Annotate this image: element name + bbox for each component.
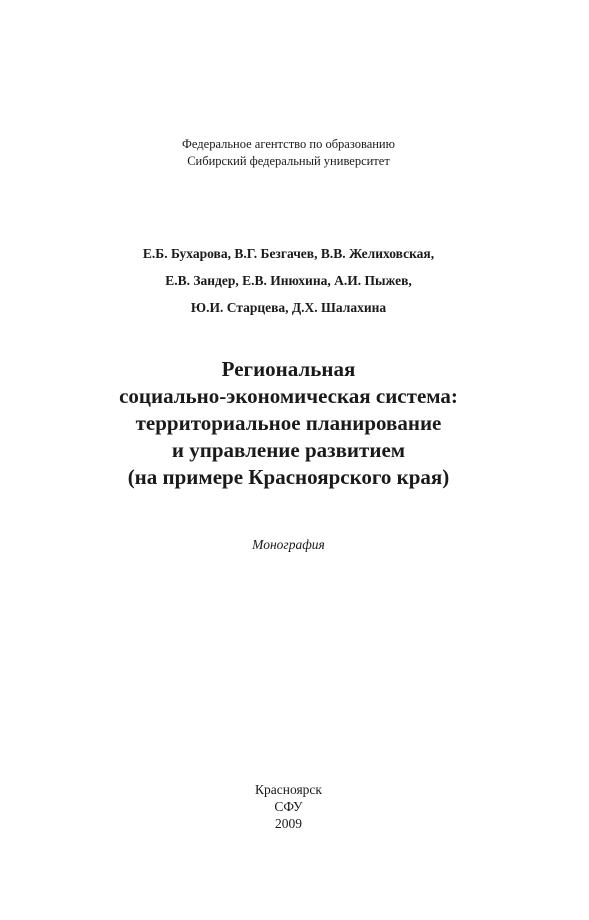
imprint-year: 2009 [275, 816, 302, 831]
university-name: Сибирский федеральный университет [187, 154, 390, 168]
issuing-organizations [0, 136, 583, 170]
title-line: территориальное планирование [135, 411, 442, 435]
author-line: Е.Б. Бухарова, В.Г. Безгачев, В.В. Желиховская, [142, 246, 435, 261]
author-line: Е.В. Зандер, Е.В. Инюхина, А.И. Пыжев, [165, 273, 412, 288]
title-line: и управление развитием [171, 438, 406, 462]
title-line: (на примере Красноярского края) [127, 465, 450, 489]
imprint [0, 781, 583, 832]
title-line: Региональная [221, 357, 356, 381]
author-list [0, 240, 583, 321]
book-title [0, 356, 583, 491]
imprint-publisher: СФУ [274, 799, 303, 814]
publication-type [0, 536, 583, 554]
agency-name: Федеральное агентство по образованию [182, 137, 395, 151]
imprint-city: Красноярск [255, 782, 322, 797]
author-line: Ю.И. Старцева, Д.Х. Шалахина [190, 300, 387, 315]
title-line: социально-экономическая система: [119, 384, 458, 408]
genre-label: Монография [252, 537, 325, 552]
